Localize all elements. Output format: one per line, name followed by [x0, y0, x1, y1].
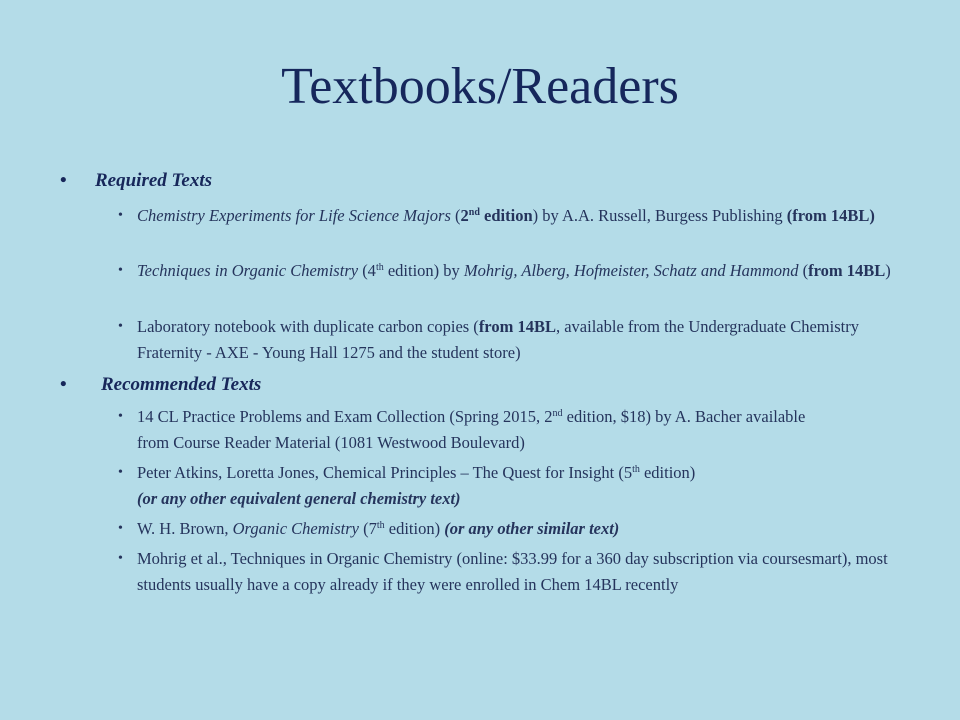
text: edition) by — [383, 261, 464, 280]
recommended-item-4-text — [137, 546, 917, 598]
edition-sup: nd — [552, 408, 563, 419]
text: edition) — [639, 463, 696, 482]
text: edition) — [384, 519, 445, 538]
text: Laboratory notebook with duplicate carbon copies ( — [137, 317, 479, 336]
text: ( — [450, 206, 461, 225]
text: ) by A.A. Russell, Burgess Publishing — [532, 206, 787, 225]
authors: Mohrig, Alberg, Hofmeister, Schatz and Hammond — [463, 261, 799, 280]
source: from 14BL — [808, 261, 886, 280]
note: (or any other equivalent general chemistry text) — [137, 489, 461, 508]
recommended-item-2-text — [137, 460, 917, 512]
section-recommended-label: Recommended Texts — [101, 374, 262, 395]
bullet: • — [60, 170, 67, 191]
book-title: Organic Chemistry — [232, 519, 359, 538]
text: edition, $18) by A. Bacher available from Course Reader Material (1081 Westwood Boulevard) — [137, 407, 806, 452]
text: ) — [885, 261, 891, 280]
sub-bullet: • — [118, 409, 123, 424]
required-item-1-text — [137, 203, 917, 229]
recommended-item-3-text — [137, 516, 917, 542]
source: (from 14BL) — [786, 206, 875, 225]
text: 14 CL Practice Problems and Exam Collection (Spring 2015, 2 — [137, 407, 553, 426]
sub-bullet: • — [118, 319, 123, 334]
edition-sup: th — [375, 262, 384, 273]
edition-word: edition — [479, 206, 533, 225]
text: Peter Atkins, Loretta Jones, Chemical Principles – The Quest for Insight (5 — [137, 463, 633, 482]
bullet: • — [60, 374, 67, 395]
sub-bullet: • — [118, 208, 123, 223]
sub-bullet: • — [118, 521, 123, 536]
book-title: Techniques in Organic Chemistry — [137, 261, 359, 280]
book-title: Chemistry Experiments for Life Science Majors — [137, 206, 451, 225]
edition-sup: nd — [468, 207, 480, 218]
slide-title: Textbooks/Readers — [281, 58, 679, 115]
edition-sup: th — [376, 520, 385, 531]
sub-bullet: • — [118, 263, 123, 278]
sub-bullet: • — [118, 465, 123, 480]
text: ( — [798, 261, 809, 280]
section-required-label: Required Texts — [95, 170, 212, 191]
required-item-3-text — [137, 314, 917, 366]
text: , available from the Undergraduate Chemistry Fraternity - AXE - Young Hall 1275 and the student store) — [137, 317, 859, 362]
sub-bullet: • — [118, 551, 123, 566]
text: (7 — [358, 519, 377, 538]
edition-number: 2 — [460, 206, 469, 225]
text: Mohrig et al., Techniques in Organic Chemistry (online: $33.99 for a 360 day subscription via coursesmart), most students usually have a copy already if they were enrolled in Chem 14BL recently — [137, 549, 888, 594]
required-item-2-text — [137, 258, 917, 284]
source: from 14BL — [478, 317, 556, 336]
edition-sup: th — [632, 464, 640, 475]
note: (or any other similar text) — [444, 519, 620, 538]
text: W. H. Brown, — [137, 519, 233, 538]
text: (4 — [358, 261, 376, 280]
recommended-item-1-text — [137, 404, 837, 456]
